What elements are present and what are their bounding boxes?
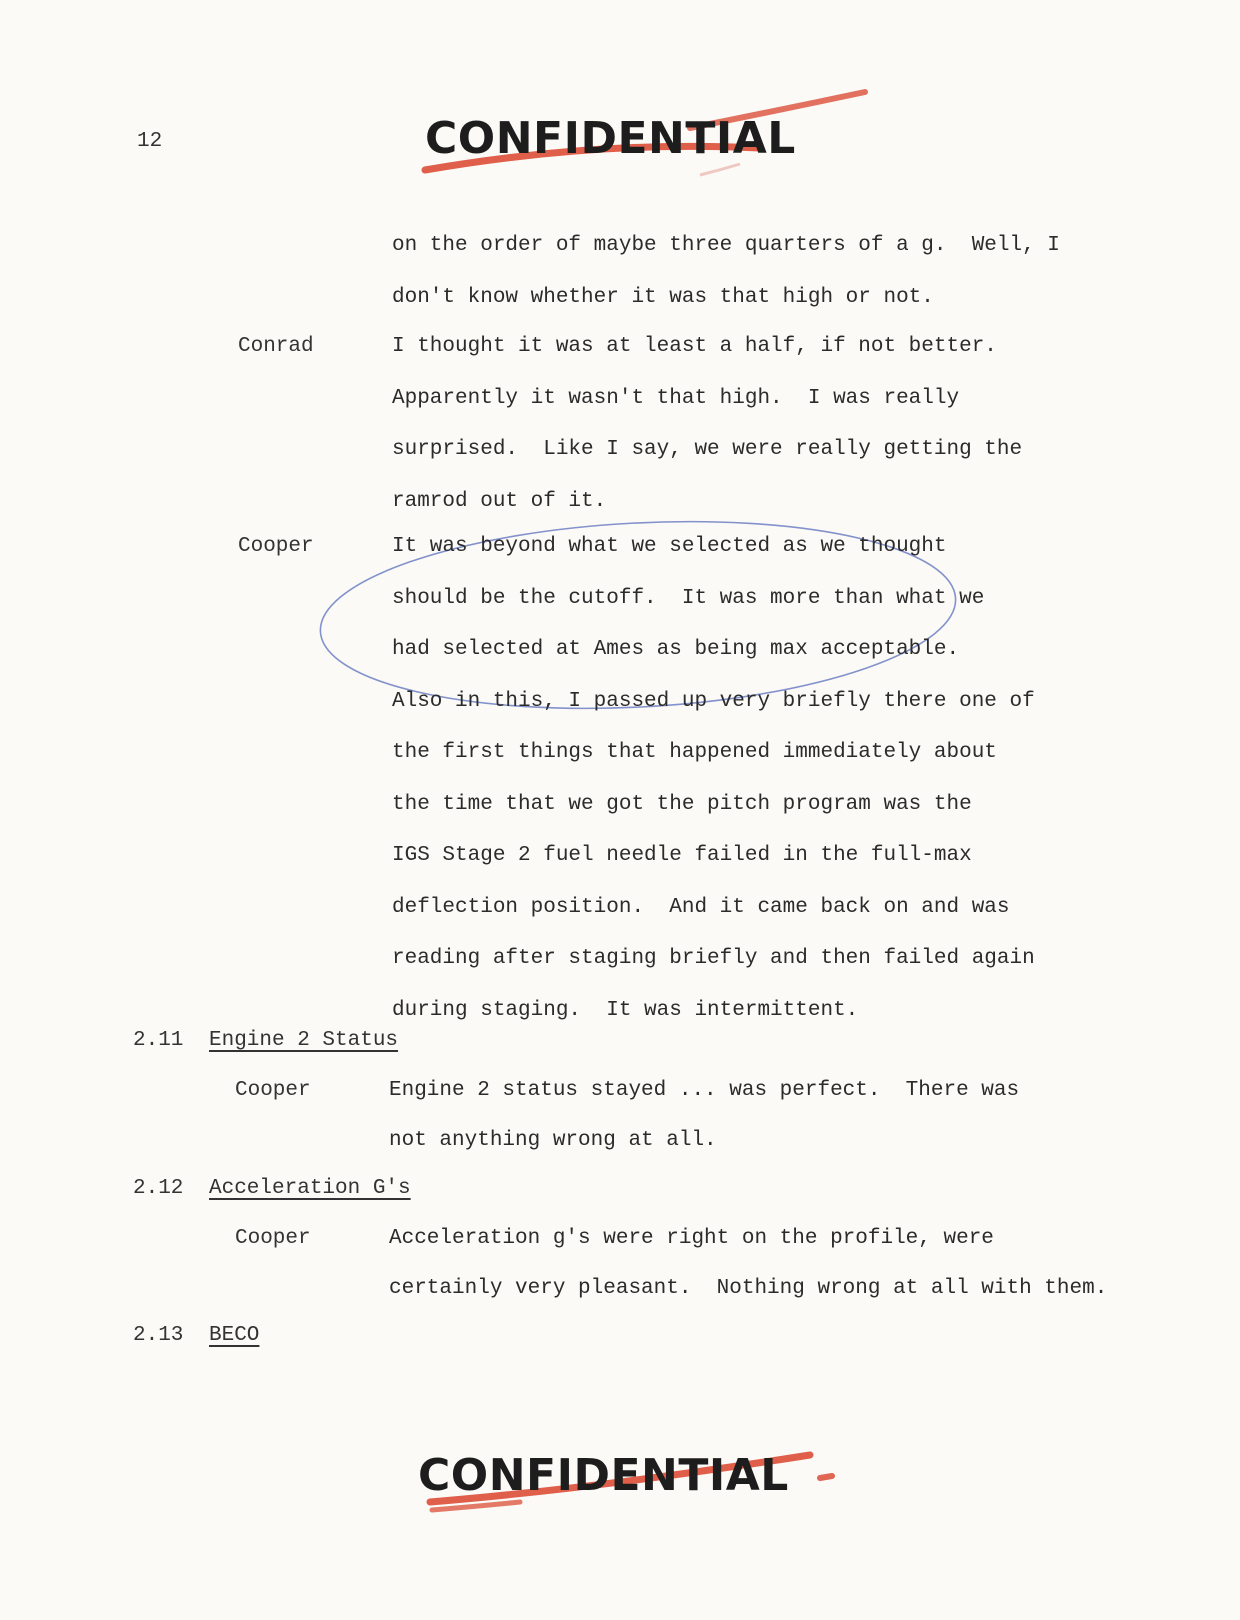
section-number: 2.12: [133, 1177, 184, 1200]
transcript-line: not anything wrong at all.: [389, 1129, 717, 1152]
speaker-label: Cooper: [235, 1227, 311, 1250]
transcript-line: certainly very pleasant. Nothing wrong at all with them.: [389, 1277, 1108, 1300]
transcript-line: the time that we got the pitch program was the: [392, 792, 972, 816]
confidential-label-bottom: CONFIDENTIAL: [418, 1450, 789, 1501]
transcript-line: deflection position. And it came back on and was: [392, 895, 1010, 919]
transcript-line: had selected at Ames as being max acceptable.: [392, 638, 960, 661]
section-number: 2.11: [133, 1029, 184, 1052]
transcript-line: It was beyond what we selected as we thought: [392, 535, 947, 558]
transcript-line: Engine 2 status stayed ... was perfect. There was: [389, 1079, 1020, 1102]
speaker-label: Conrad: [238, 335, 314, 358]
transcript-line: during staging. It was intermittent.: [392, 998, 859, 1022]
transcript-line: ramrod out of it.: [392, 489, 607, 513]
transcript-line: Apparently it wasn't that high. I was really: [392, 386, 960, 410]
page-number: 12: [137, 130, 163, 153]
transcript-line: should be the cutoff. It was more than what we: [392, 586, 985, 610]
speaker-label: Cooper: [238, 535, 314, 558]
section-title: Acceleration G's: [209, 1177, 411, 1200]
transcript-line: the first things that happened immediately about: [392, 741, 997, 764]
transcript-line: IGS Stage 2 fuel needle failed in the full-max: [392, 844, 972, 867]
transcript-line: Also in this, I passed up very briefly there one of: [392, 689, 1035, 713]
transcript-line: I thought it was at least a half, if not better.: [392, 335, 997, 358]
transcript-line: reading after staging briefly and then failed again: [392, 947, 1035, 970]
section-title: BECO: [209, 1324, 260, 1347]
section-title: Engine 2 Status: [209, 1029, 399, 1052]
transcript-line: on the order of maybe three quarters of a g. Well, I: [392, 234, 1060, 257]
transcript-line: surprised. Like I say, we were really getting the: [392, 438, 1023, 461]
confidential-stamp-bottom: [0, 1410, 1240, 1520]
section-number: 2.13: [133, 1324, 184, 1347]
transcript-line: don't know whether it was that high or not.: [392, 285, 934, 309]
transcript-line: Acceleration g's were right on the profile, were: [389, 1227, 994, 1250]
speaker-label: Cooper: [235, 1079, 311, 1102]
confidential-label-top: CONFIDENTIAL: [425, 113, 796, 164]
